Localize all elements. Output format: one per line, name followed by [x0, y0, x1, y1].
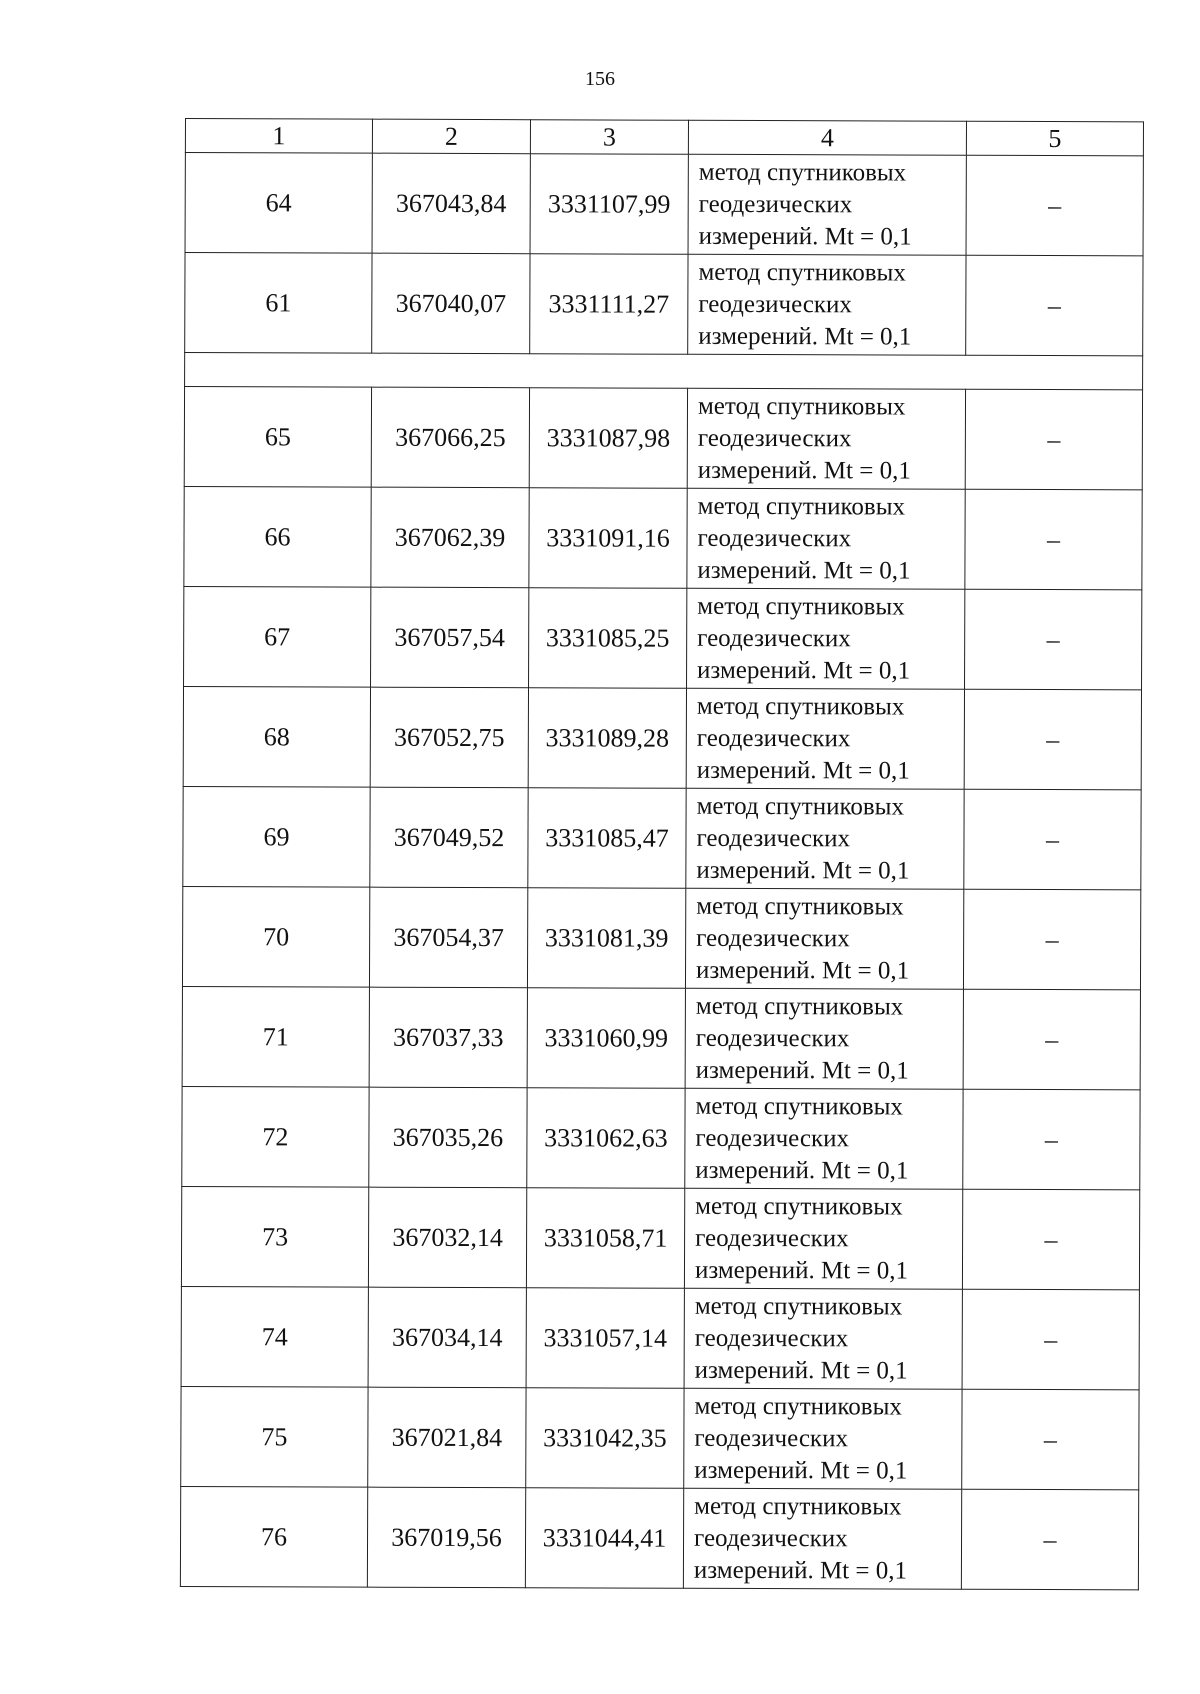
- method-cell: [687, 488, 965, 589]
- method-line: геодезических: [695, 1024, 850, 1052]
- x-coordinate-cell: 367032,14: [368, 1187, 526, 1288]
- y-coordinate-cell: 3331044,41: [525, 1488, 683, 1589]
- method-line: метод спутниковых: [695, 1192, 903, 1221]
- method-line: измерений. Mt = 0,1: [698, 222, 912, 251]
- y-coordinate-cell: 3331085,47: [528, 788, 686, 889]
- x-coordinate-cell: 367021,84: [368, 1387, 526, 1488]
- method-line: измерений. Mt = 0,1: [697, 456, 911, 485]
- method-line: метод спутниковых: [697, 492, 906, 521]
- method-line: измерений. Mt = 0,1: [695, 1056, 909, 1085]
- method-line: геодезических: [696, 924, 850, 952]
- point-number-cell: 72: [182, 1086, 369, 1187]
- header-cell-4: 4: [688, 120, 966, 155]
- note-cell: –: [965, 489, 1142, 590]
- y-coordinate-cell: 3331042,35: [526, 1388, 684, 1489]
- point-number-cell: 75: [181, 1386, 368, 1487]
- table-row: [182, 886, 1140, 989]
- point-number-cell: 73: [181, 1186, 368, 1287]
- method-line: метод спутниковых: [697, 392, 906, 421]
- x-coordinate-cell: 367057,54: [371, 587, 529, 688]
- method-line: геодезических: [697, 624, 851, 652]
- method-line: измерений. Mt = 0,1: [695, 956, 910, 985]
- table-row: [185, 253, 1143, 356]
- method-line: метод спутниковых: [697, 592, 905, 621]
- method-cell: [684, 1188, 962, 1289]
- method-line: геодезических: [694, 1524, 848, 1552]
- method-line: геодезических: [696, 724, 851, 752]
- y-coordinate-cell: 3331062,63: [527, 1088, 685, 1189]
- method-cell: [683, 1488, 961, 1589]
- table-row: [183, 686, 1141, 789]
- table-row: [181, 1386, 1139, 1489]
- method-line: измерений. Mt = 0,1: [694, 1456, 908, 1485]
- x-coordinate-cell: 367054,37: [369, 887, 527, 988]
- method-line: геодезических: [694, 1424, 849, 1452]
- point-number-cell: 76: [180, 1486, 367, 1587]
- method-line: геодезических: [695, 1124, 850, 1152]
- point-number-cell: 64: [185, 153, 372, 254]
- y-coordinate-cell: 3331091,16: [529, 488, 687, 589]
- method-line: измерений. Mt = 0,1: [697, 656, 911, 685]
- table-row: [182, 986, 1140, 1089]
- note-cell: –: [962, 1189, 1139, 1290]
- x-coordinate-cell: 367062,39: [371, 487, 529, 588]
- method-line: измерений. Mt = 0,1: [695, 1156, 909, 1185]
- y-coordinate-cell: 3331057,14: [526, 1288, 684, 1389]
- method-line: метод спутниковых: [696, 692, 905, 721]
- method-line: метод спутниковых: [696, 892, 904, 921]
- method-cell: [688, 154, 966, 255]
- note-cell: –: [965, 589, 1142, 690]
- y-coordinate-cell: 3331111,27: [530, 254, 688, 355]
- method-line: геодезических: [696, 824, 851, 852]
- method-cell: [685, 888, 963, 989]
- method-line: метод спутниковых: [694, 1292, 903, 1321]
- table-row: [180, 1486, 1138, 1589]
- method-line: геодезических: [698, 190, 853, 218]
- x-coordinate-cell: 367066,25: [371, 387, 529, 488]
- method-cell: [686, 688, 964, 789]
- note-cell: –: [964, 789, 1141, 890]
- method-line: метод спутниковых: [695, 1092, 904, 1121]
- method-line: метод спутниковых: [698, 258, 906, 287]
- header-row: [185, 119, 1143, 156]
- method-line: геодезических: [697, 424, 852, 452]
- coordinates-table: [180, 118, 1144, 1590]
- header-cell-2: 2: [372, 119, 530, 154]
- point-number-cell: 71: [182, 986, 369, 1087]
- note-cell: –: [963, 889, 1140, 990]
- method-line: метод спутниковых: [694, 1392, 902, 1421]
- method-cell: [687, 588, 965, 689]
- point-number-cell: 69: [183, 786, 370, 887]
- method-cell: [688, 254, 966, 355]
- y-coordinate-cell: 3331060,99: [527, 988, 685, 1089]
- x-coordinate-cell: 367040,07: [372, 253, 530, 354]
- method-cell: [685, 988, 963, 1089]
- point-number-cell: 68: [183, 686, 370, 787]
- point-number-cell: 67: [184, 586, 371, 687]
- method-cell: [684, 1288, 962, 1389]
- y-coordinate-cell: 3331081,39: [527, 888, 685, 989]
- point-number-cell: 65: [184, 387, 371, 488]
- method-line: метод спутниковых: [698, 158, 907, 187]
- y-coordinate-cell: 3331107,99: [530, 154, 688, 255]
- method-line: измерений. Mt = 0,1: [696, 856, 910, 885]
- x-coordinate-cell: 367052,75: [370, 687, 528, 788]
- note-cell: –: [961, 1489, 1138, 1590]
- method-line: измерений. Mt = 0,1: [694, 1256, 909, 1285]
- group-separator-cell: [185, 353, 1143, 390]
- x-coordinate-cell: 367019,56: [367, 1487, 525, 1588]
- note-cell: –: [964, 689, 1141, 790]
- table-row: [184, 486, 1142, 589]
- header-cell-3: 3: [530, 120, 688, 155]
- note-cell: –: [966, 255, 1143, 356]
- coordinates-table-body: [180, 119, 1143, 1590]
- y-coordinate-cell: 3331085,25: [529, 588, 687, 689]
- y-coordinate-cell: 3331087,98: [529, 388, 687, 489]
- method-line: геодезических: [694, 1324, 849, 1352]
- point-number-cell: 70: [182, 886, 369, 987]
- group-separator-row: [185, 353, 1143, 390]
- method-line: измерений. Mt = 0,1: [693, 1556, 908, 1585]
- point-number-cell: 74: [181, 1286, 368, 1387]
- y-coordinate-cell: 3331089,28: [528, 688, 686, 789]
- table-row: [184, 586, 1142, 689]
- point-number-cell: 66: [184, 486, 371, 587]
- y-coordinate-cell: 3331058,71: [526, 1188, 684, 1289]
- header-cell-5: 5: [966, 121, 1143, 156]
- header-cell-1: 1: [185, 119, 372, 154]
- method-line: измерений. Mt = 0,1: [694, 1356, 908, 1385]
- x-coordinate-cell: 367037,33: [369, 987, 527, 1088]
- method-cell: [684, 1388, 962, 1489]
- note-cell: –: [962, 1289, 1139, 1390]
- method-line: метод спутниковых: [695, 992, 904, 1021]
- note-cell: –: [963, 989, 1140, 1090]
- note-cell: –: [963, 1089, 1140, 1190]
- table-row: [183, 786, 1141, 889]
- method-cell: [686, 788, 964, 889]
- x-coordinate-cell: 367043,84: [372, 153, 530, 254]
- x-coordinate-cell: 367034,14: [368, 1287, 526, 1388]
- x-coordinate-cell: 367049,52: [370, 787, 528, 888]
- table-row: [185, 153, 1143, 256]
- point-number-cell: 61: [185, 253, 372, 354]
- table-row: [181, 1186, 1139, 1289]
- method-line: измерений. Mt = 0,1: [698, 322, 912, 351]
- method-line: метод спутниковых: [696, 792, 905, 821]
- method-line: измерений. Mt = 0,1: [697, 556, 911, 585]
- table-row: [184, 387, 1142, 490]
- method-line: измерений. Mt = 0,1: [696, 756, 910, 785]
- method-cell: [687, 388, 965, 489]
- method-line: геодезических: [698, 290, 852, 318]
- table-row: [182, 1086, 1140, 1189]
- x-coordinate-cell: 367035,26: [369, 1087, 527, 1188]
- table-row: [181, 1286, 1139, 1389]
- note-cell: –: [962, 1389, 1139, 1490]
- note-cell: –: [965, 389, 1142, 490]
- method-line: геодезических: [695, 1224, 849, 1252]
- method-cell: [685, 1088, 963, 1189]
- page-number: 156: [585, 68, 615, 90]
- method-line: метод спутниковых: [694, 1492, 902, 1521]
- note-cell: –: [966, 155, 1143, 256]
- method-line: геодезических: [697, 524, 852, 552]
